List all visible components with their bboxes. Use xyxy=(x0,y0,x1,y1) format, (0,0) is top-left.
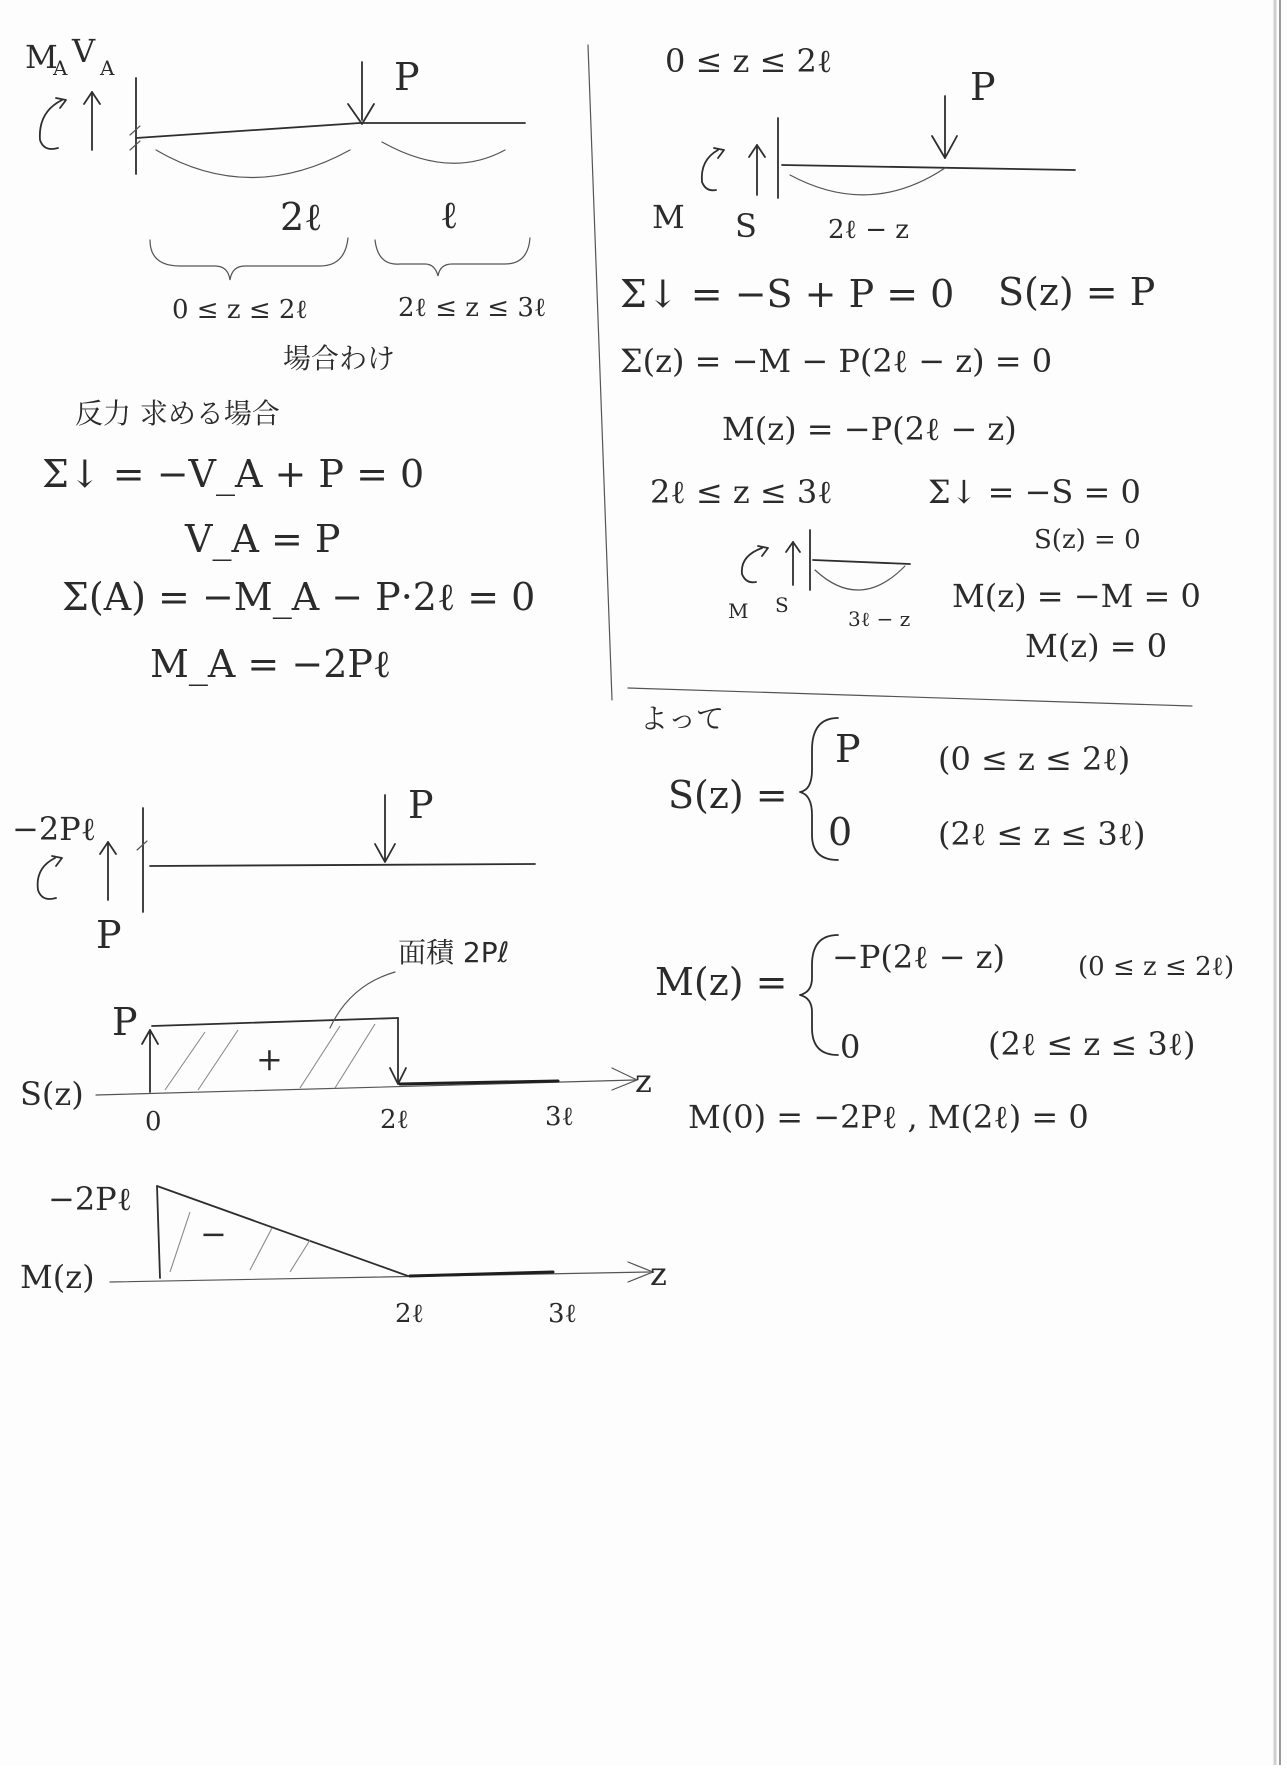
equation-s: S(z) = P xyxy=(998,270,1156,314)
s-label: S xyxy=(775,593,789,617)
hatch-line xyxy=(250,1228,272,1270)
va-sub: A xyxy=(100,56,115,80)
shear-tick-3l: 3ℓ xyxy=(545,1102,574,1132)
reaction-note: 反力 求める場合 xyxy=(75,397,280,430)
moment-axis xyxy=(110,1272,650,1282)
hatch-line xyxy=(165,1032,205,1090)
length-label: 2ℓ − z xyxy=(828,215,910,245)
range1-label: 0 ≤ z ≤ 2ℓ xyxy=(172,295,308,325)
section-0-2l xyxy=(620,42,1155,448)
moment-left-edge xyxy=(157,1186,160,1278)
beam-diagram-1 xyxy=(25,32,546,375)
s-definition: S(z) = xyxy=(668,773,788,817)
moment-arc-icon xyxy=(742,548,762,582)
moment-arc-icon xyxy=(40,100,62,149)
wall-hatch xyxy=(130,141,140,150)
brace-1 xyxy=(150,238,348,280)
brace-2 xyxy=(375,238,530,276)
length-arc xyxy=(815,566,905,590)
s-label: S xyxy=(735,207,757,245)
shear-tick-2l: 2ℓ xyxy=(380,1105,409,1135)
m-condition-2: (2ℓ ≤ z ≤ 3ℓ) xyxy=(988,1025,1196,1063)
span2-label: ℓ xyxy=(440,193,459,237)
shear-zero-segment xyxy=(400,1081,558,1084)
m-label: M xyxy=(728,599,749,623)
load-label: P xyxy=(408,783,434,827)
shear-axis-label: S(z) xyxy=(20,1075,84,1113)
shear-force-diagram xyxy=(20,936,652,1137)
section-2l-3l xyxy=(650,473,1201,665)
equation-force-sum-b: Σ↓ = −S = 0 xyxy=(928,473,1141,511)
beam-segment xyxy=(782,165,1075,170)
hatch-line xyxy=(290,1240,310,1272)
length-arc xyxy=(790,168,945,195)
s-condition-2: (2ℓ ≤ z ≤ 3ℓ) xyxy=(938,815,1146,853)
moment-sign: − xyxy=(200,1215,227,1253)
area-note: 面積 2Pℓ xyxy=(398,936,510,969)
reaction-equations xyxy=(42,397,535,687)
equation-m: M(z) = −P(2ℓ − z) xyxy=(722,410,1017,448)
moment-value: −2Pℓ xyxy=(12,810,97,848)
equation-moment-b: M(z) = −M = 0 xyxy=(952,577,1201,615)
moment-arrowhead-icon xyxy=(758,546,768,556)
shear-sign: + xyxy=(256,1040,283,1078)
moment-arrowhead-icon xyxy=(714,148,724,158)
reaction-value: P xyxy=(96,913,122,957)
span-arc-1 xyxy=(156,150,350,178)
moment-arc-icon xyxy=(38,858,56,899)
beam-line xyxy=(136,123,525,138)
ma-label: M xyxy=(25,38,58,76)
m-case-1: −P(2ℓ − z) xyxy=(832,938,1006,976)
moment-arrowhead-icon xyxy=(52,856,62,866)
moment-tick-3l: 3ℓ xyxy=(548,1299,577,1329)
equation-va: V_A = P xyxy=(185,517,341,561)
shear-z-label: z xyxy=(635,1062,652,1100)
load-label: P xyxy=(970,65,996,109)
wall-hatch xyxy=(137,841,147,850)
range2-label: 2ℓ ≤ z ≤ 3ℓ xyxy=(398,293,547,323)
shear-tick-0: 0 xyxy=(145,1107,162,1137)
equation-force-sum: Σ↓ = −S + P = 0 xyxy=(620,272,955,316)
load-arrowhead-icon xyxy=(348,104,374,124)
moment-zero-segment xyxy=(410,1272,553,1276)
span-arc-2 xyxy=(382,142,505,163)
therefore-note: よって xyxy=(640,702,725,735)
s-case-2: 0 xyxy=(828,810,853,854)
beam-diagram-2 xyxy=(12,783,535,957)
summary-shear xyxy=(640,702,1146,860)
equation-moment-sum: Σ(z) = −M − P(2ℓ − z) = 0 xyxy=(620,342,1053,380)
bending-moment-diagram xyxy=(20,1180,667,1329)
moment-slope-line xyxy=(157,1186,408,1276)
moment-tick-2l: 2ℓ xyxy=(395,1299,424,1329)
range-b-label: 2ℓ ≤ z ≤ 3ℓ xyxy=(650,473,833,511)
equation-s-zero: S(z) = 0 xyxy=(1034,525,1141,555)
s-case-1: P xyxy=(835,727,861,771)
wall-hatch xyxy=(130,126,140,135)
m-definition: M(z) = xyxy=(655,960,788,1004)
m-condition-1: (0 ≤ z ≤ 2ℓ) xyxy=(1078,952,1235,982)
equation-force-sum: Σ↓ = −V_A + P = 0 xyxy=(42,452,425,496)
equation-m-zero: M(z) = 0 xyxy=(1025,627,1168,665)
hatch-line xyxy=(198,1030,238,1090)
s-condition-1: (0 ≤ z ≤ 2ℓ) xyxy=(938,740,1131,778)
column-divider xyxy=(588,45,612,700)
hatch-line xyxy=(170,1212,190,1272)
m-case-2: 0 xyxy=(840,1028,861,1066)
moment-z-label: z xyxy=(650,1255,667,1293)
beam-segment xyxy=(813,560,910,564)
hatch-line xyxy=(300,1026,340,1088)
range-a-label: 0 ≤ z ≤ 2ℓ xyxy=(665,42,833,80)
beam-line xyxy=(150,864,535,866)
m-label: M xyxy=(652,198,685,236)
shear-top-line xyxy=(152,1018,398,1026)
shear-p-label: P xyxy=(112,1000,138,1044)
equation-ma: M_A = −2Pℓ xyxy=(150,642,392,686)
load-label: P xyxy=(394,55,420,99)
span1-label: 2ℓ xyxy=(280,195,323,239)
summary-moment xyxy=(655,935,1234,1136)
moment-axis-label: M(z) xyxy=(20,1258,95,1296)
ma-sub: A xyxy=(53,56,68,80)
axis-arrowhead-icon xyxy=(612,1068,637,1090)
length-label: 3ℓ − z xyxy=(848,607,911,631)
final-values: M(0) = −2Pℓ , M(2ℓ) = 0 xyxy=(688,1098,1089,1136)
va-label: V xyxy=(72,32,96,70)
case-note: 場合わけ xyxy=(283,342,396,375)
moment-arc-icon xyxy=(702,150,718,190)
moment-peak-label: −2Pℓ xyxy=(48,1180,133,1218)
equation-moment-sum: Σ(A) = −M_A − P·2ℓ = 0 xyxy=(62,575,536,619)
hatch-line xyxy=(335,1024,375,1088)
